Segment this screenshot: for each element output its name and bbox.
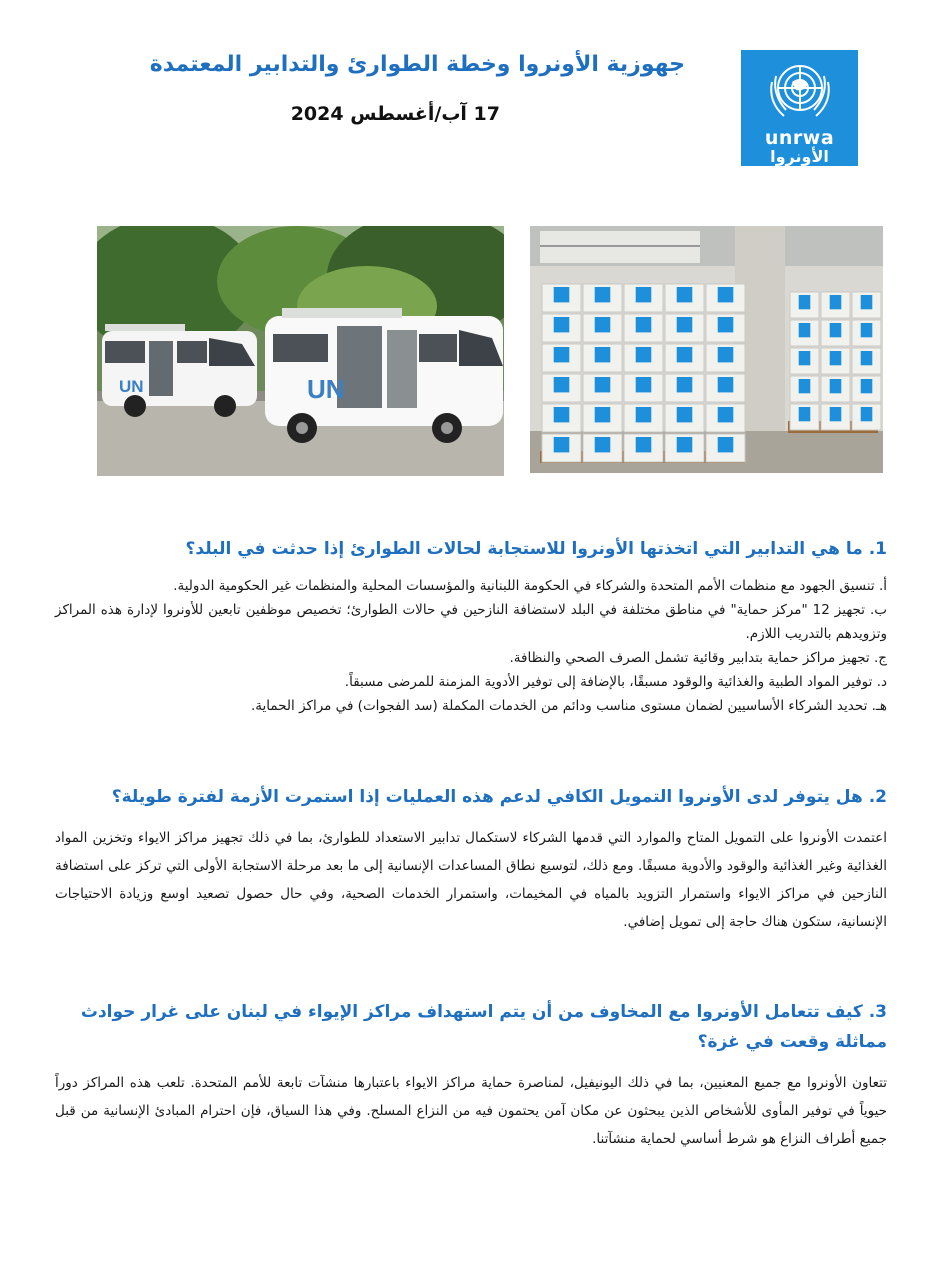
list-item: هـ. تحديد الشركاء الأساسيين لضمان مستوى مناسب ودائم من الخدمات المكملة (سد الفجوات) في مراكز الحماية. bbox=[251, 698, 887, 714]
publication-date: 17 آب/أغسطس 2024 bbox=[290, 103, 500, 125]
un-emblem-icon bbox=[762, 58, 838, 126]
question-2: 2. هل يتوفر لدى الأونروا التمويل الكافي لدعم هذه العمليات إذا استمرت الأزمة لفترة طويلة؟ bbox=[111, 787, 887, 807]
question-1: 1. ما هي التدابير التي اتخذتها الأونروا للاستجابة لحالات الطوارئ إذا حدثت في البلد؟ bbox=[185, 539, 887, 559]
section-3 bbox=[55, 997, 887, 1153]
list-item: د. توفير المواد الطبية والغذائية والوقود مسبقًا، بالإضافة إلى توفير الأدوية المزمنة للمرضى مسبقاً. bbox=[344, 674, 887, 690]
supply-boxes-photo bbox=[530, 226, 883, 473]
van-un-label-front: UN bbox=[307, 374, 345, 404]
answer-3: تتعاون الأونروا مع جميع المعنيين، بما في ذلك اليونيفيل، لمناصرة حماية مراكز الايواء باعتبارها منشآت تابعة للأمم المتحدة. تلعب هذه المراكز دوراً حيوياً في توفير المأوى للأشخاص الذين يبحثون عن مكان آمن يحتمون فيه من النزاع المسلح. وفي هذا السياق، فإن احترام المبادئ الإنسانية من قبل جميع أطراف النزاع هو شرط أساسي لحماية منشآتنا. bbox=[55, 1075, 887, 1147]
section-2 bbox=[55, 782, 887, 936]
logo-text-ar: الأونروا bbox=[770, 147, 829, 166]
logo-text-en: unrwa bbox=[764, 127, 835, 149]
page-title: جهوزية الأونروا وخطة الطوارئ والتدابير المعتمدة bbox=[149, 52, 685, 77]
unrwa-logo bbox=[741, 50, 858, 166]
section-1 bbox=[55, 534, 887, 718]
answer-1-list bbox=[55, 574, 887, 718]
van-un-label: UN bbox=[119, 377, 144, 396]
list-item: أ. تنسيق الجهود مع منظمات الأمم المتحدة والشركاء في الحكومة اللبنانية والمؤسسات المحلية والمنظمات غير الحكومية الدولية. bbox=[173, 578, 887, 594]
list-item: ج. تجهيز مراكز حماية بتدابير وقائية تشمل الصرف الصحي والنظافة. bbox=[509, 650, 887, 666]
list-item: ب. تجهيز 12 "مركز حماية" في مناطق مختلفة في البلد لاستضافة النازحين في حالات الطوارئ؛ تخصيص موظفين تابعين للأونروا لإدارة هذه المراكز وتزويدهم بالتدريب اللازم. bbox=[55, 602, 887, 642]
answer-2: اعتمدت الأونروا على التمويل المتاح والموارد التي قدمها الشركاء لاستكمال تدابير الاستعداد للطوارئ، بما في ذلك تجهيز مراكز الايواء وتخزين المواد الغذائية وغير الغذائية والوقود والأدوية مسبقًا. ومع ذلك، لتوسيع نطاق المساعدات الإنسانية إلى ما بعد مرحلة الاستجابة الأولى التي تركز على استضافة النازحين في مراكز الايواء واستمرار التزويد بالمياه في المخيمات، واستمرار الخدمات الصحية، وفي حال حصول تصعيد اوسع وزيادة الاحتياجات الإنسانية، ستكون هناك حاجة إلى تمويل إضافي. bbox=[55, 830, 887, 930]
un-vans-photo bbox=[97, 226, 504, 476]
question-3: 3. كيف تتعامل الأونروا مع المخاوف من أن يتم استهداف مراكز الإيواء في لبنان على غرار حوادث مماثلة وقعت في غزة؟ bbox=[80, 1002, 887, 1052]
